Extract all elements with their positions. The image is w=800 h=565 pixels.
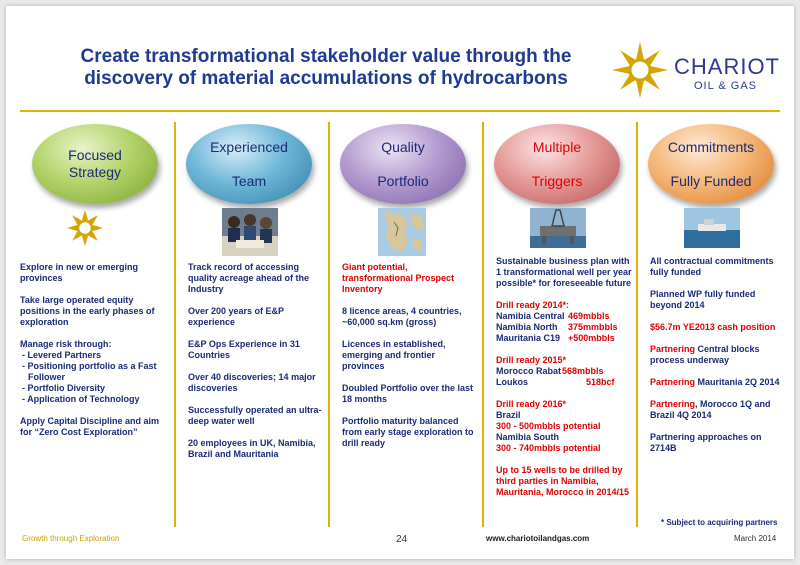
drill-row — [496, 311, 636, 322]
page-number: 24 — [396, 534, 408, 545]
heading-line: Quality — [381, 138, 425, 155]
column-text — [342, 262, 478, 460]
title-line-1: Create transformational stakeholder value through the — [80, 46, 572, 67]
heading-orb — [648, 124, 774, 204]
drill-row — [496, 322, 636, 333]
text-item: E&P Ops Experience in 31 Countries — [188, 339, 300, 360]
drill-heading: Drill ready 2014*: — [496, 300, 570, 310]
partnering-word: Partnering — [650, 399, 696, 409]
slide — [6, 6, 794, 559]
text-item — [650, 344, 786, 366]
text-item: Planned WP fully funded beyond 2014 — [650, 289, 756, 310]
vessel-photo-icon — [684, 208, 740, 248]
text-item: Manage risk through: — [20, 339, 112, 349]
header-rule — [20, 110, 780, 112]
column-multiple-triggers — [482, 116, 632, 526]
partnering-word: Partnering — [650, 377, 696, 387]
text-item: Over 200 years of E&P experience — [188, 306, 284, 327]
list-item: - Levered Partners — [22, 350, 102, 360]
column-experienced-team — [174, 116, 324, 526]
text-item — [650, 399, 786, 421]
footer-date: March 2014 — [734, 534, 777, 543]
drill-name: Loukos — [496, 377, 529, 387]
text-item: Track record of accessing quality acreage ahead of the Industry — [188, 262, 310, 294]
highlight-item: $56.7m YE2013 cash position — [650, 322, 776, 332]
logo-name: CHARIOT — [674, 54, 780, 79]
column-text — [20, 262, 164, 449]
heading-line: Focused — [68, 147, 122, 163]
sun-logo-icon — [610, 40, 670, 100]
text-item: Take large operated equity positions in the early phases of exploration — [20, 295, 155, 327]
text-item — [650, 377, 786, 388]
drill-heading: Drill ready 2016* — [496, 399, 567, 409]
list-item: - Application of Technology — [22, 394, 140, 404]
partnering-word: Partnering — [650, 344, 696, 354]
text-fragment: Mauritania 2Q 2014 — [695, 377, 780, 387]
drill-name: Namibia South — [496, 432, 560, 442]
footer-tagline: Growth through Exploration — [22, 534, 120, 543]
drill-name: Brazil — [496, 410, 521, 420]
slide-title — [46, 46, 606, 90]
text-fragment: , Morocco 1Q and Brazil 4Q 2014 — [650, 399, 771, 420]
highlight-item: Up to 15 wells to be drilled by third parties in Namibia, Mauritania, Morocco in 2014/15 — [496, 465, 630, 497]
map-icon — [378, 208, 426, 256]
chariot-logo — [606, 36, 786, 106]
drilling-rig-icon — [530, 208, 586, 248]
text-item: All contractual commitments fully funded — [650, 256, 774, 277]
logo-subtitle: OIL & GAS — [694, 80, 758, 92]
text-item: Successfully operated an ultra- deep water well — [188, 405, 322, 426]
heading-line: Fully Funded — [670, 172, 752, 189]
heading-orb — [340, 124, 466, 204]
footer-url[interactable]: www.chariotoilandgas.com — [486, 534, 590, 543]
drill-heading: Drill ready 2015* — [496, 355, 567, 365]
text-item: Portfolio maturity balanced from early stage exploration to drill ready — [342, 416, 474, 448]
drill-row — [496, 377, 636, 388]
highlight-item: Giant potential, transformational Prospect Inventory — [342, 262, 455, 294]
text-item: Partnering approaches on 2714B — [650, 432, 762, 453]
text-item: Sustainable business plan with 1 transformational well per year possible* for foreseeable future — [496, 256, 632, 288]
drill-name: Mauritania C19 — [496, 333, 561, 343]
text-item: Over 40 discoveries; 14 major discoveries — [188, 372, 316, 393]
text-item: Apply Capital Discipline and aim for “Zero Cost Exploration” — [20, 416, 160, 437]
drill-value: 300 - 740mbbls potential — [496, 443, 601, 453]
heading-orb — [32, 124, 158, 204]
sun-icon — [65, 208, 105, 248]
text-item: Explore in new or emerging provinces — [20, 262, 139, 283]
drill-value: 568mbbls — [562, 366, 604, 376]
column-focused-strategy — [20, 116, 170, 526]
drill-name: Namibia North — [496, 322, 558, 332]
drill-row — [496, 333, 636, 344]
drill-row — [496, 366, 636, 377]
heading-orb — [186, 124, 312, 204]
title-line-2: discovery of material accumulations of hydrocarbons — [84, 68, 568, 89]
footnote: * Subject to acquiring partners — [661, 518, 778, 527]
heading-line: Team — [231, 172, 267, 189]
heading-line: Triggers — [531, 172, 583, 189]
list-item: - Portfolio Diversity — [22, 383, 106, 393]
heading-line: Commitments — [667, 138, 755, 155]
list-item: - Positioning portfolio as a Fast Follower — [22, 361, 157, 382]
drill-value: 518bcf — [586, 377, 615, 387]
text-item: Doubled Portfolio over the last 18 months — [342, 383, 474, 404]
column-text — [188, 262, 324, 471]
drill-name: Morocco Rabat — [496, 366, 562, 376]
heading-line: Strategy — [68, 164, 122, 180]
text-item: 8 licence areas, 4 countries, ~60,000 sq.km (gross) — [342, 306, 462, 327]
team-photo-icon — [222, 208, 278, 256]
heading-line: Experienced — [210, 138, 288, 155]
text-fragment: Central blocks process underway — [650, 344, 760, 365]
column-text — [650, 256, 786, 465]
drill-name: Namibia Central — [496, 311, 565, 321]
column-quality-portfolio — [328, 116, 478, 526]
drill-value: 375mmbbls — [568, 322, 618, 332]
heading-line: Portfolio — [377, 172, 429, 189]
text-item: 20 employees in UK, Namibia, Brazil and Mauritania — [188, 438, 316, 459]
column-commitments-funded — [636, 116, 786, 526]
drill-value: 300 - 500mbbls potential — [496, 421, 601, 431]
drill-value: 469mbbls — [568, 311, 610, 321]
drill-value: +500mbbls — [568, 333, 615, 343]
column-text — [496, 256, 636, 509]
heading-line: Multiple — [532, 138, 582, 155]
text-item: Licences in established, emerging and frontier provinces — [342, 339, 446, 371]
heading-orb — [494, 124, 620, 204]
